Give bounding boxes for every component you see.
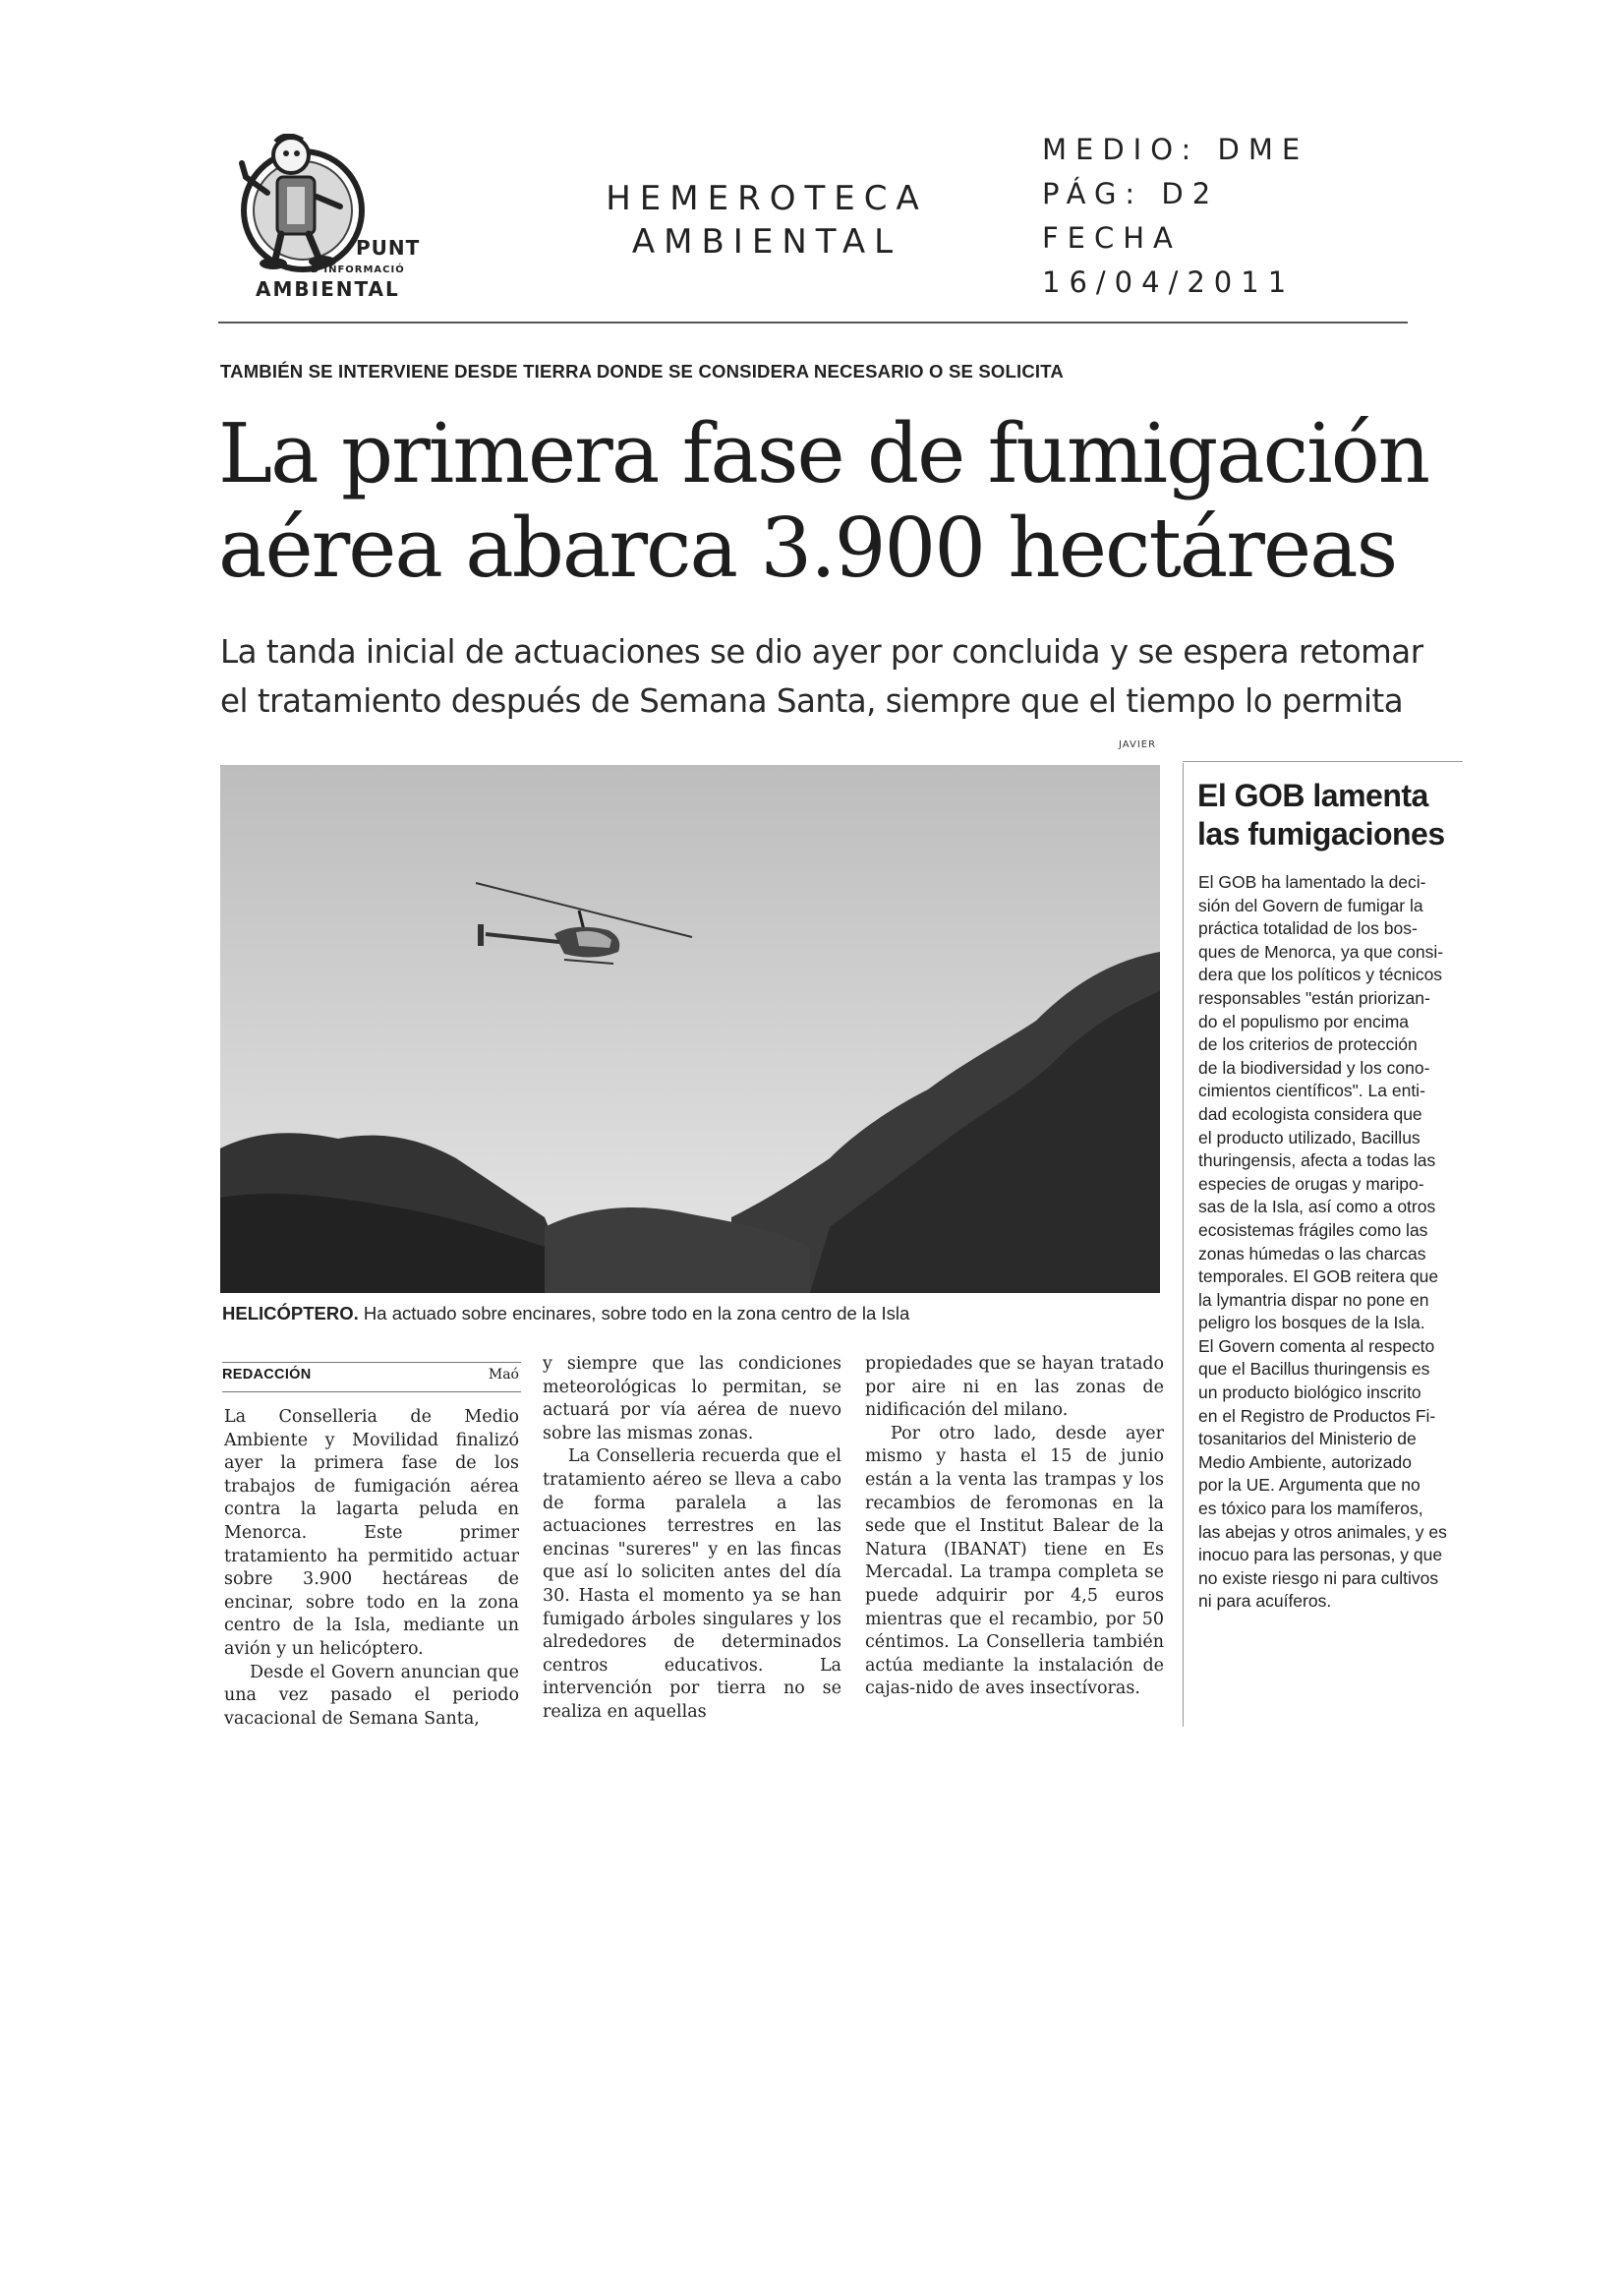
clipping-metadata	[1042, 128, 1308, 305]
sidebar-line: de los criterios de protección	[1198, 1034, 1418, 1055]
article-headline	[218, 407, 1486, 596]
sidebar-line: que el Bacillus thuringensis es	[1198, 1359, 1430, 1380]
caption-text: Ha actuado sobre encinares, sobre todo en la zona centro de la Isla	[358, 1303, 910, 1324]
sidebar-line: sas de la Isla, así como a otros	[1198, 1197, 1436, 1217]
headline-line-1: La primera fase de fumigación	[218, 406, 1429, 501]
subhead-line-2: el tratamiento después de Semana Santa, siempre que el tiempo lo permita	[220, 682, 1404, 720]
col1-paragraph-1: La Conselleria de Medio Ambiente y Movilidad finalizó ayer la primera fase de los trabajos de fumigación aérea contra la lagarta peluda en Menorca. Este primer tratamiento ha permitido actuar sobre 3.900 hectáreas de encinar, sobre todo en la zona centro de la Isla, mediante un avión y un helicóptero.	[224, 1407, 519, 1659]
photo-caption	[222, 1303, 1166, 1324]
col3-paragraph-1: propiedades que se hayan tratado por aire ni en las zonas de nidificación del milano.	[865, 1354, 1164, 1421]
photo-credit: JAVIER	[1119, 739, 1157, 750]
sidebar-line: ni para acuíferos.	[1198, 1591, 1332, 1612]
sidebar-rule-top	[1183, 761, 1463, 762]
sidebar-line: thuringensis, afecta a todas las	[1198, 1150, 1436, 1171]
sidebar-line: práctica totalidad de los bos-	[1198, 918, 1418, 939]
helicopter-over-trees-image	[220, 765, 1160, 1293]
header-divider	[218, 322, 1408, 324]
byline-rule-bottom	[222, 1391, 521, 1392]
article-column-1	[224, 1406, 519, 1731]
sidebar-line: de la biodiversidad y los cono-	[1198, 1057, 1430, 1078]
sidebar-title	[1197, 777, 1463, 853]
sidebar-title-line-1: El GOB lamenta	[1197, 778, 1428, 813]
fecha-label: FECHA	[1042, 221, 1182, 255]
byline-author: REDACCIÓN	[222, 1367, 312, 1383]
pagina-label: PÁG: D2	[1042, 177, 1220, 210]
fecha-value: 16/04/2011	[1042, 265, 1296, 299]
sidebar-line: responsables "están priorizan-	[1198, 987, 1430, 1008]
logo-text-punt: PUNT	[356, 236, 421, 260]
sidebar-line: no existe riesgo ni para cultivos	[1198, 1567, 1439, 1588]
article-column-2	[543, 1353, 841, 1725]
sidebar-line: sión del Govern de fumigar la	[1198, 895, 1423, 915]
sidebar-line: inocuo para las personas, y que	[1198, 1545, 1443, 1565]
sidebar-line: El GOB ha lamentado la deci-	[1198, 872, 1426, 892]
sidebar-line: peligro los bosques de la Isla.	[1198, 1313, 1425, 1333]
sidebar-rule-vertical	[1183, 763, 1184, 1727]
article-subhead	[220, 627, 1488, 726]
sidebar-line: ecosistemas frágiles como las	[1198, 1219, 1428, 1240]
sidebar-line: el producto utilizado, Bacillus	[1198, 1127, 1421, 1148]
sidebar-line: dera que los políticos y técnicos	[1198, 965, 1443, 985]
helicopter-photo	[220, 765, 1160, 1293]
sidebar-line: ques de Menorca, ya que consi-	[1198, 941, 1444, 962]
col1-paragraph-2: Desde el Govern anuncian que una vez pasado el periodo vacacional de Semana Santa,	[224, 1662, 519, 1729]
hemeroteca-line-1: HEMEROTECA	[606, 179, 928, 218]
sidebar-line: es tóxico para los mamíferos,	[1198, 1499, 1423, 1519]
hemeroteca-title	[551, 177, 983, 264]
sidebar-line: temporales. El GOB reitera que	[1198, 1266, 1439, 1287]
col3-paragraph-2: Por otro lado, desde ayer mismo y hasta el 15 de junio están a la venta las trampas y los recambios de feromonas en la sede que el Institut Balear de la Natura (IBANAT) tiene en Es Mercadal. La trampa completa se puede adquirir por 4,5 euros mientras que el recambio, por 50 céntimos. La Conselleria también actúa mediante la instalación de cajas-nido de aves insectívoras.	[865, 1423, 1164, 1699]
sidebar-line: cimientos científicos". La enti-	[1198, 1081, 1425, 1101]
subhead-line-1: La tanda inicial de actuaciones se dio ayer por concluida y se espera retomar	[220, 633, 1423, 671]
sidebar-line: por la UE. Argumenta que no	[1198, 1475, 1421, 1496]
logo-text-ambiental: AMBIENTAL	[256, 277, 400, 301]
sidebar-line: zonas húmedas o las charcas	[1198, 1243, 1426, 1264]
punt-informacio-ambiental-logo	[224, 134, 433, 311]
sidebar-line: do el populismo por encima	[1198, 1011, 1410, 1031]
sidebar-line: especies de orugas y maripo-	[1198, 1173, 1424, 1194]
hemeroteca-line-2: AMBIENTAL	[631, 222, 902, 262]
sidebar-title-line-2: las fumigaciones	[1197, 816, 1445, 852]
medio-label: MEDIO: DME	[1042, 133, 1309, 166]
article-kicker: TAMBIÉN SE INTERVIENE DESDE TIERRA DONDE SE CONSIDERA NECESARIO O SE SOLICITA	[220, 361, 1064, 382]
sidebar-line: en el Registro de Productos Fi-	[1198, 1405, 1436, 1426]
sidebar-line: Medio Ambiente, autorizado	[1198, 1451, 1412, 1472]
sidebar-line: las abejas y otros animales, y es	[1198, 1521, 1447, 1542]
sidebar-line: dad ecologista considera que	[1198, 1103, 1422, 1124]
article-column-3	[865, 1353, 1164, 1701]
headline-line-2: aérea abarca 3.900 hectáreas	[218, 500, 1397, 596]
sidebar-line: un producto biológico inscrito	[1198, 1383, 1421, 1403]
col2-paragraph-1: y siempre que las condiciones meteorológicas lo permitan, se actuará por vía aérea de nuevo sobre las mismas zonas.	[543, 1354, 841, 1443]
sidebar-line: la lymantria dispar no pone en	[1198, 1289, 1429, 1310]
logo-text-dinformacio: D'INFORMACIÓ	[311, 265, 405, 275]
caption-label: HELICÓPTERO.	[222, 1303, 359, 1324]
sidebar-line: tosanitarios del Ministerio de	[1198, 1429, 1417, 1449]
byline-rule-top	[222, 1362, 521, 1363]
byline-place: Maó	[488, 1367, 519, 1383]
sidebar-body	[1198, 871, 1464, 1614]
sidebar-line: El Govern comenta al respecto	[1198, 1335, 1435, 1356]
byline	[222, 1367, 519, 1386]
col2-paragraph-2: La Conselleria recuerda que el tratamiento aéreo se lleva a cabo de forma paralela a las actuaciones terrestres en las encinas "sureres" y en las fincas que así lo soliciten antes del día 30. Hasta el momento ya se han fumigado árboles singulares y los alrededores de determinados centros educativos. La intervención por tierra no se realiza en aquellas	[543, 1446, 841, 1722]
